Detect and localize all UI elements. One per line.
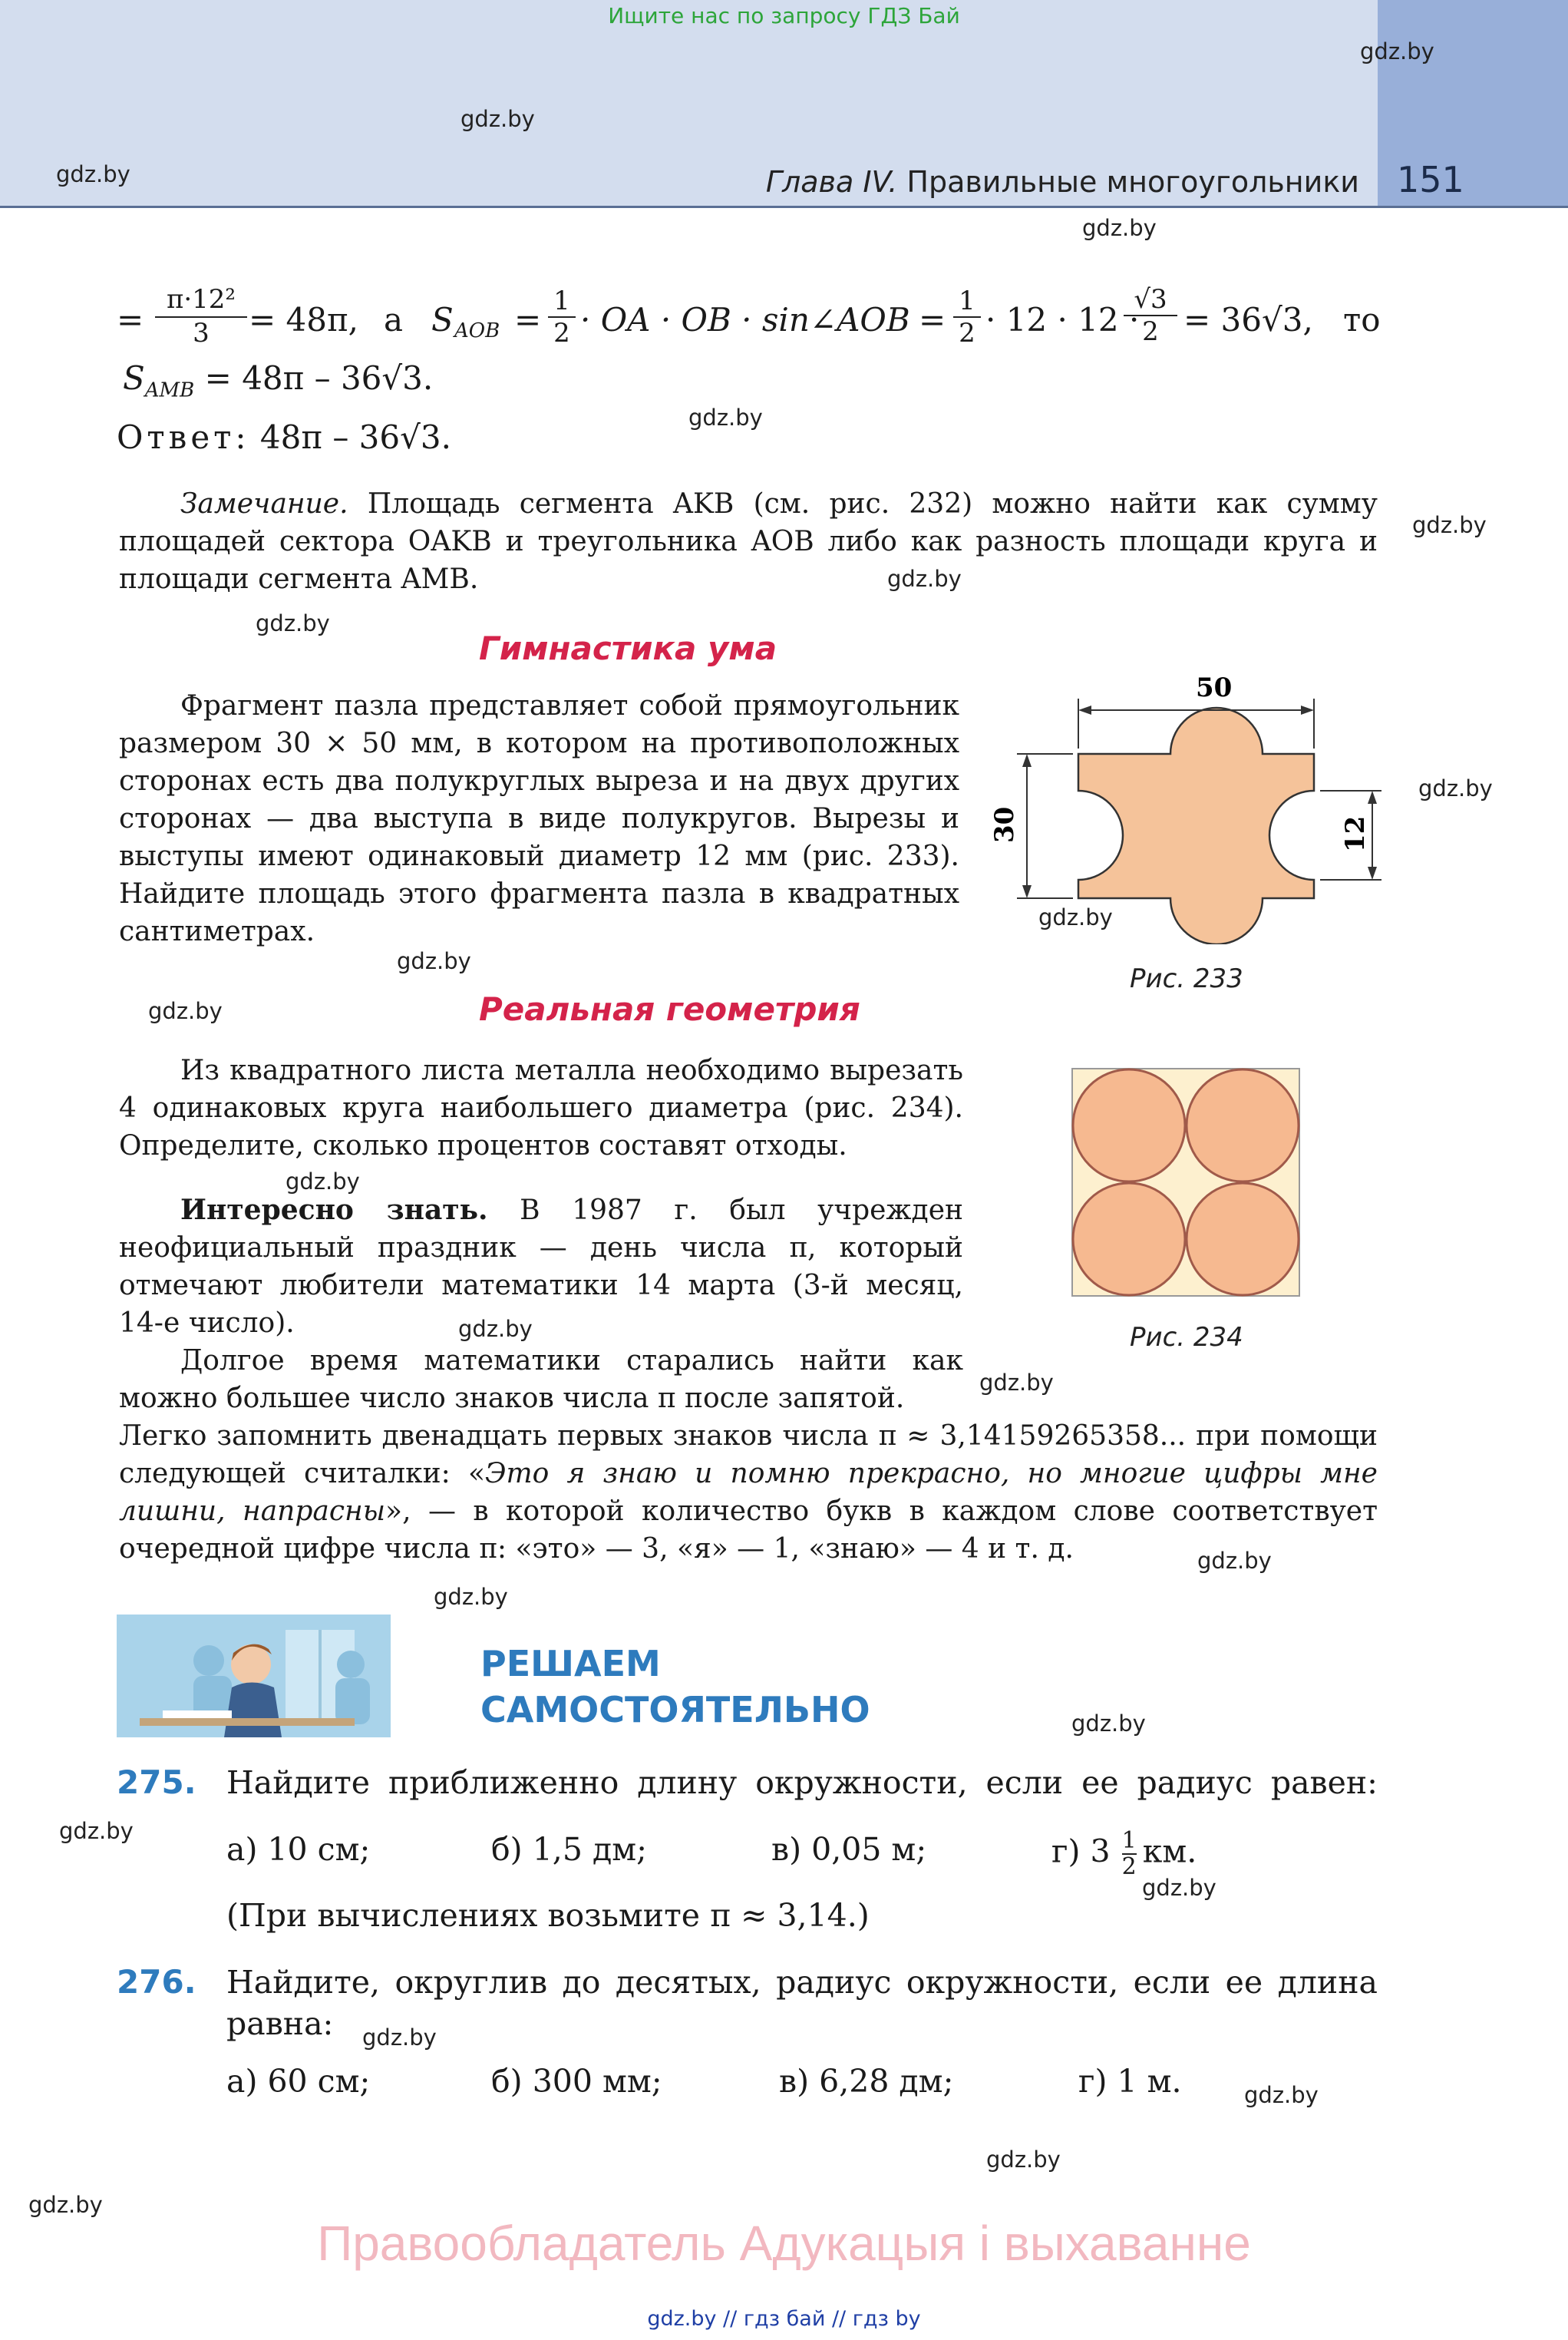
fraction-half [548, 286, 576, 349]
eq-sign: = [117, 301, 144, 339]
word-a: а [384, 301, 404, 339]
task-number: 276. [117, 1963, 196, 2001]
watermark: gdz.by [397, 948, 471, 974]
chapter-heading [766, 165, 1359, 199]
watermark: gdz.by [1082, 215, 1157, 241]
fraction-sqrt3 [1124, 284, 1177, 347]
answer-label: Ответ: [117, 418, 250, 456]
area-subscript: AOB [454, 319, 500, 342]
watermark: gdz.by [458, 1316, 533, 1342]
fraction-numerator: 1 [1121, 1827, 1137, 1854]
remark-label: Замечание. [180, 488, 348, 520]
watermark: gdz.by [1071, 1710, 1146, 1737]
circle [1073, 1069, 1185, 1182]
page-number: 151 [1397, 159, 1464, 200]
eq-48pi: = 48π, [249, 301, 358, 339]
header-rule [0, 206, 1568, 208]
interesting-paragraph-2b [119, 1417, 1378, 1568]
fraction-numerator: 1 [553, 286, 570, 316]
option-d-unit: км. [1142, 1833, 1197, 1870]
fraction-numerator: √3 [1134, 284, 1167, 315]
fraction-numerator: 1 [959, 286, 975, 316]
task-option: б) 300 мм; [491, 2063, 662, 2100]
eq-36sqrt3: = 36√3, [1183, 301, 1313, 339]
interesting-text-2b: Легко запомнить двенадцать первых знаков числа π ≈ 3,14159265358... при помощи следующей считалки: « [119, 1420, 1378, 1489]
interesting-paragraph-1 [119, 1191, 963, 1342]
dim-width-label: 50 [1196, 673, 1233, 703]
circles-figure [1071, 1067, 1301, 1297]
pi-rhyme: Это я знаю и помню прекрасно, но многие цифры мне лишни, напрасны [119, 1458, 1378, 1527]
self-title-line2: САМОСТОЯТЕЛЬНО [480, 1689, 870, 1730]
watermark: gdz.by [1244, 2082, 1319, 2108]
solution-line-2 [123, 359, 433, 402]
watermark: gdz.by [1418, 775, 1493, 801]
interesting-paragraph-2a: Долгое время математики старались найти как можно большее число знаков числа π после запятой. [119, 1345, 963, 1414]
fraction-numerator: π·12² [166, 284, 236, 315]
circle [1073, 1183, 1185, 1295]
copyright-watermark: Правообладатель Адукацыя і выхаванне [317, 2216, 1251, 2271]
task-text: Найдите, округлив до десятых, радиус окружности, если ее длина равна: [226, 1964, 1378, 2042]
watermark: gdz.by [148, 998, 223, 1024]
watermark: gdz.by [1197, 1548, 1272, 1574]
bottom-links[interactable]: gdz.by // гдз бай // гдз by [647, 2307, 921, 2331]
remark-paragraph [119, 485, 1378, 598]
eq-sign: = [514, 301, 542, 339]
watermark: gdz.by [28, 2192, 103, 2218]
dim-height-label: 30 [989, 806, 1020, 843]
area-symbol: S [123, 359, 145, 397]
watermark: gdz.by [59, 1818, 134, 1844]
circle [1187, 1183, 1299, 1295]
fraction-pi12 [155, 284, 247, 349]
watermark: gdz.by [1360, 38, 1434, 64]
fraction-denominator: 2 [548, 316, 576, 349]
task-note: (При вычислениях возьмите π ≈ 3,14.) [226, 1897, 870, 1934]
area-subscript: AMB [144, 378, 195, 402]
task-option: в) 6,28 дм; [779, 2063, 954, 2100]
task-option: б) 1,5 дм; [491, 1831, 647, 1868]
watermark: gdz.by [688, 405, 763, 431]
puzzle-figure [967, 668, 1504, 944]
area-symbol: S [431, 301, 454, 339]
self-title-line1: РЕШАЕМ [480, 1643, 661, 1684]
watermark: gdz.by [1142, 1875, 1216, 1901]
dim-diameter-label: 12 [1340, 815, 1371, 852]
watermark: gdz.by [286, 1168, 360, 1195]
watermark: gdz.by [979, 1370, 1054, 1396]
student-illustration [117, 1615, 391, 1737]
figure-234-caption: Рис. 234 [1130, 1322, 1243, 1353]
word-to: то [1343, 301, 1381, 339]
task-number: 275. [117, 1763, 196, 1801]
watermark: gdz.by [1038, 904, 1113, 930]
fraction-denominator: 2 [953, 316, 981, 349]
watermark: gdz.by [887, 566, 962, 592]
fraction-denominator: 3 [155, 316, 247, 349]
interesting-text-2c: », — в которой количество букв в каждом слове соответствует очередной цифре числа π: «это» — 3, «я» — 1, «знаю» — 4 и т. д. [119, 1496, 1378, 1565]
watermark: gdz.by [460, 106, 535, 132]
gym-paragraph: Фрагмент пазла представляет собой прямоугольник размером 30 × 50 мм, в котором на противоположных сторонах есть два полукруглых выреза и на двух других сторонах — два выступа в виде полукругов. Вырезы и выступы имеют одинаковый диаметр 12 мм (рис. 233). Найдите площадь этого фрагмента пазла в квадратных сантиметрах. [119, 690, 959, 947]
watermark: gdz.by [434, 1584, 508, 1610]
figure-233-caption: Рис. 233 [1130, 963, 1243, 994]
answer-value: 48π – 36√3. [259, 418, 451, 456]
section-title-real: Реальная геометрия [479, 990, 860, 1028]
task-option: а) 10 см; [226, 1831, 371, 1868]
option-d-fraction [1122, 1829, 1137, 1879]
watermark: gdz.by [362, 2024, 437, 2051]
task-option: в) 0,05 м; [771, 1831, 927, 1868]
expression-12: · 12 · 12 · [985, 301, 1140, 339]
watermark: gdz.by [256, 610, 330, 636]
task-option: г) 1 м. [1078, 2063, 1182, 2100]
interesting-label: Интересно знать. [180, 1194, 488, 1226]
answer-line [117, 418, 451, 456]
option-d-whole: г) 3 [1051, 1833, 1111, 1870]
task-option [1051, 1829, 1197, 1879]
solution-line-1 [117, 284, 1381, 353]
watermark: gdz.by [1412, 512, 1487, 538]
real-paragraph: Из квадратного листа металла необходимо вырезать 4 одинаковых круга наибольшего диаметра (рис. 234). Определите, сколько процентов составят отходы. [119, 1055, 963, 1162]
puzzle-shape [1078, 708, 1314, 944]
task-option: а) 60 см; [226, 2063, 371, 2100]
fraction-half-2 [953, 286, 981, 349]
circle [1187, 1069, 1299, 1182]
top-note[interactable]: Ищите нас по запросу ГДЗ Бай [608, 3, 960, 28]
task-text: Найдите приближенно длину окружности, если ее радиус равен: [226, 1764, 1378, 1801]
watermark: gdz.by [986, 2147, 1061, 2173]
chapter-label: Глава IV. [765, 165, 898, 199]
expression-sine: · OA · OB · sin∠AOB [580, 301, 910, 339]
area-value: = 48π – 36√3. [204, 359, 434, 397]
remark-text: Площадь сегмента AKB (см. рис. 232) можно найти как сумму площадей сектора OAKB и треугольника AOB либо как разность площади круга и площади сегмента AMB. [119, 488, 1378, 595]
chapter-title: Правильные многоугольники [906, 165, 1359, 199]
interesting-text-1: В 1987 г. был учрежден неофициальный праздник — день числа π, который отмечают любители математики 14 марта (3-й месяц, 14-е число). [119, 1195, 963, 1339]
fraction-denominator: 2 [1124, 315, 1177, 347]
section-title-gym: Гимнастика ума [479, 630, 777, 667]
fraction-denominator: 2 [1121, 1853, 1137, 1880]
eq-sign: = [919, 301, 946, 339]
watermark: gdz.by [56, 161, 130, 187]
